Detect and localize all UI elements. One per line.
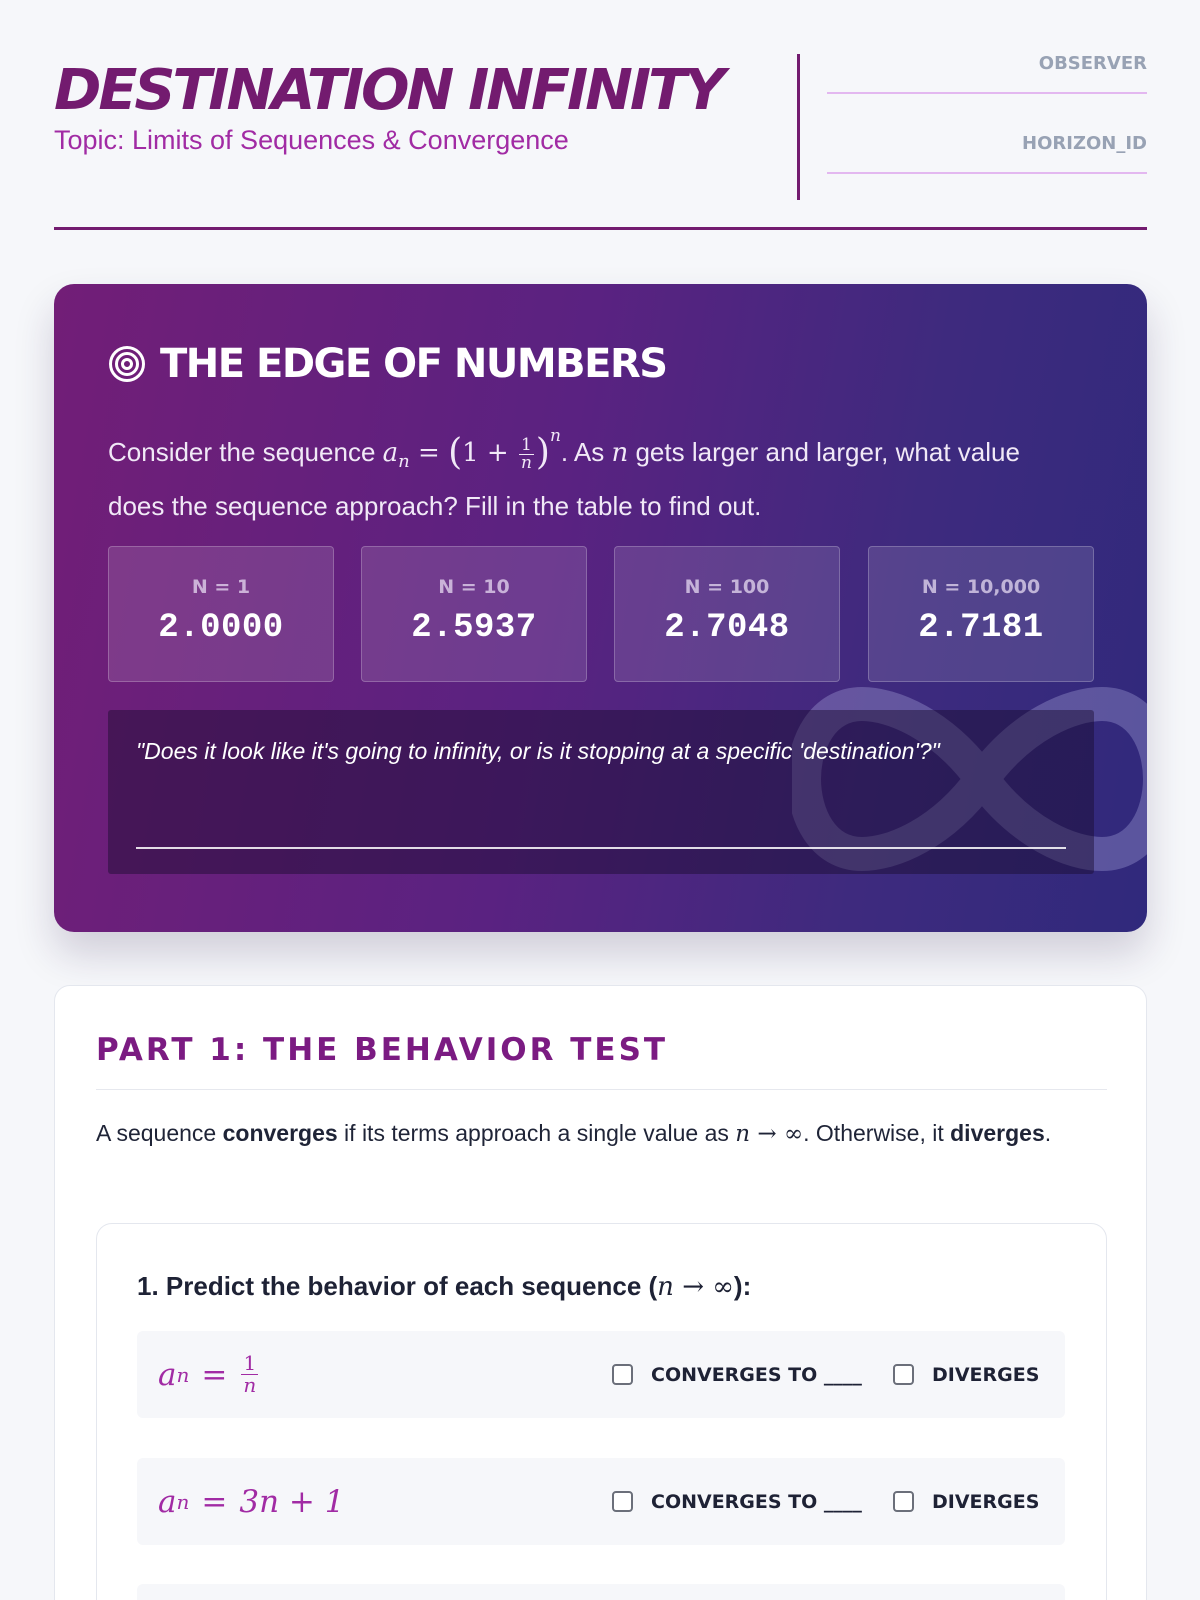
sequence-formula-1: a n = $\frac{1}{n}$: [158, 1351, 257, 1397]
value-cell-n100[interactable]: N = 100 2.7048: [614, 546, 840, 682]
sequence-formula: $a_n = (1$ + $\frac{1}{n}$ )$^n$: [382, 426, 561, 473]
values-table: [108, 546, 1094, 682]
target-icon: [108, 345, 146, 383]
horizon-id-label: HORIZON_ID: [1022, 133, 1147, 154]
reflection-box: [108, 710, 1094, 874]
converges-option-2[interactable]: CONVERGES TO ____: [612, 1458, 862, 1545]
sequence-row: [137, 1331, 1065, 1418]
part-1-title: PART 1: THE BEHAVIOR TEST: [96, 1032, 669, 1068]
diverges-option-1[interactable]: DIVERGES: [893, 1331, 1039, 1418]
horizon-id-field[interactable]: [827, 134, 1147, 174]
reflection-question: "Does it look like it's going to infinity, or is it stopping at a specific 'destination'?": [136, 738, 940, 764]
hero-description: Consider the sequence $a_n = (1$ + $\frac{1}{n}$ )$^n$. As n gets larger and larger, what value does the sequence approach? Fill in the table to find out.: [108, 426, 1020, 522]
part-1-intro: A sequence converges if its terms approach a single value as n → ∞. Otherwise, it diverges.: [96, 1120, 1052, 1147]
part-1-divider: [96, 1089, 1107, 1090]
header-divider: [797, 54, 800, 200]
worksheet-header: [54, 40, 1147, 230]
converges-checkbox-2[interactable]: [612, 1491, 633, 1512]
value-cell-n10[interactable]: N = 10 2.5937: [361, 546, 587, 682]
question-1-prompt: 1. Predict the behavior of each sequence (n → ∞):: [137, 1271, 752, 1302]
converges-checkbox-1[interactable]: [612, 1364, 633, 1385]
sequence-formula-2: a n = 3n + 1: [158, 1483, 345, 1520]
diverges-checkbox-1[interactable]: [893, 1364, 914, 1385]
observer-field[interactable]: [827, 54, 1147, 94]
hero-title: THE EDGE OF NUMBERS: [160, 341, 667, 387]
sequence-row: [137, 1458, 1065, 1545]
converges-option-1[interactable]: CONVERGES TO ____: [612, 1331, 862, 1418]
part-1-card: [54, 985, 1147, 1600]
hero-heading: [108, 340, 667, 388]
worksheet-title: DESTINATION INFINITY: [54, 58, 723, 123]
worksheet-topic: Topic: Limits of Sequences & Convergence: [54, 125, 569, 155]
observer-label: OBSERVER: [1038, 53, 1147, 74]
reflection-answer-line[interactable]: [136, 847, 1066, 849]
question-1-card: [96, 1223, 1107, 1600]
value-cell-n10000[interactable]: N = 10,000 2.7181: [868, 546, 1094, 682]
value-cell-n1[interactable]: N = 1 2.0000: [108, 546, 334, 682]
diverges-option-2[interactable]: DIVERGES: [893, 1458, 1039, 1545]
diverges-checkbox-2[interactable]: [893, 1491, 914, 1512]
edge-of-numbers-card: [54, 284, 1147, 932]
sequence-row: [137, 1584, 1065, 1600]
